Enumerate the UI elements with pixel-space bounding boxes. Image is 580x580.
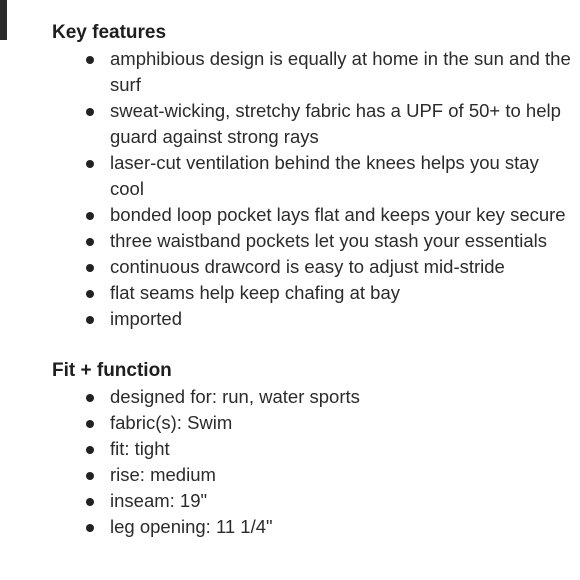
list-item: fit: tight — [110, 436, 572, 462]
list-item: amphibious design is equally at home in the sun and the surf — [110, 46, 572, 98]
key-features-heading: Key features — [52, 22, 167, 43]
key-features-list — [52, 46, 572, 332]
list-item: rise: medium — [110, 462, 572, 488]
list-item: laser-cut ventilation behind the knees helps you stay cool — [110, 150, 572, 202]
list-item: three waistband pockets let you stash your essentials — [110, 228, 572, 254]
list-item: inseam: 19" — [110, 488, 572, 514]
fit-function-heading: Fit + function — [52, 360, 172, 381]
list-item: continuous drawcord is easy to adjust mid-stride — [110, 254, 572, 280]
list-item: fabric(s): Swim — [110, 410, 572, 436]
list-item: designed for: run, water sports — [110, 384, 572, 410]
product-details — [52, 20, 572, 540]
list-item: imported — [110, 306, 572, 332]
list-item: flat seams help keep chafing at bay — [110, 280, 572, 306]
list-item: leg opening: 11 1/4" — [110, 514, 572, 540]
left-edge-scroll-bar — [0, 0, 7, 40]
list-item: bonded loop pocket lays flat and keeps your key secure — [110, 202, 572, 228]
fit-function-list — [52, 384, 572, 540]
list-item: sweat-wicking, stretchy fabric has a UPF of 50+ to help guard against strong rays — [110, 98, 572, 150]
